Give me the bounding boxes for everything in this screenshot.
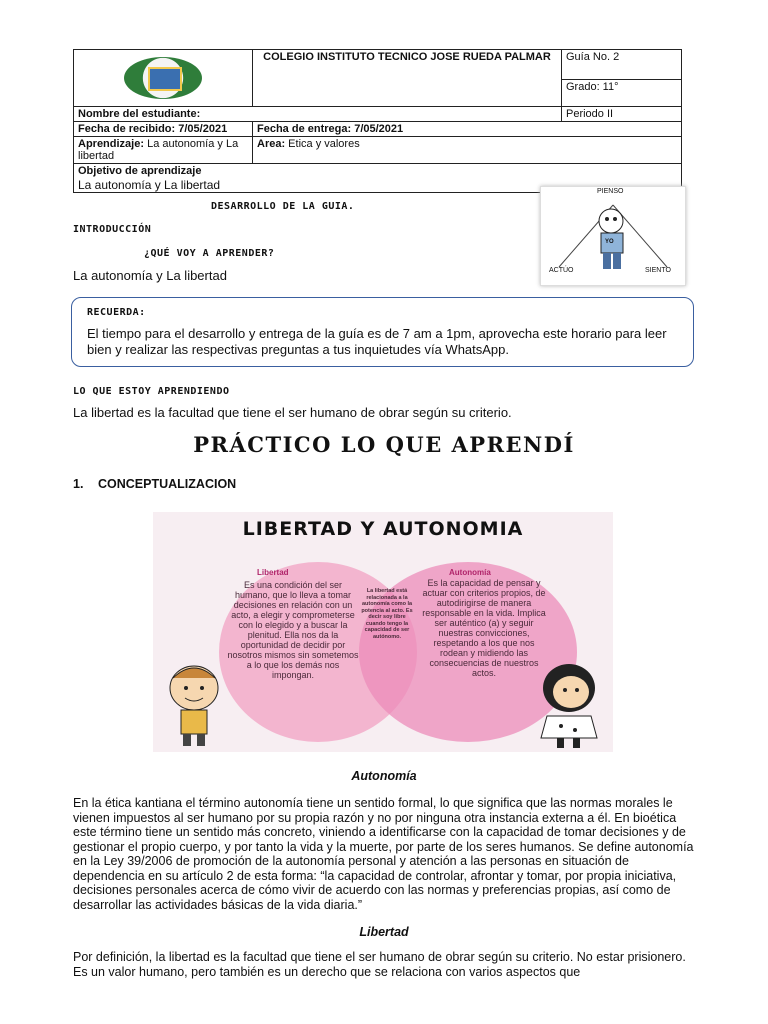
area-label: Area: [257,138,286,150]
autonomia-paragraph: En la ética kantiana el término autonomía tiene un sentido formal, lo que significa que las normas morales le vienen impuestos al ser humano por su propia razón y no por ninguna otra instancia externa a él. En bioética este término tiene un sentido más concreto, viniendo a identificarse con la capacidad de tomar decisiones y de gestionar el propio cuerpo, y por tanto la vida y la muerte, por parte de los seres humanos. Se define autonomía en la Ley 39/2006 de promoción de la autonomía personal y atención a las personas en situación de dependencia en su artículo 2 de esta forma: “la capacidad de controlar, afrontar y tomar, por propia iniciativa, decisiones personales acerca de cómo vivir de acuerdo con las normas y preferencias propias, así como de desarrollar las actividades básicas de la vida diaria.” [73,796,694,912]
que-voy-heading: ¿QUÉ VOY A APRENDER? [144,248,275,259]
libertad-circle-heading: Libertad [257,568,289,577]
autonomia-title: Autonomía [351,769,417,783]
area-value: Etica y valores [285,138,360,150]
school-logo-icon [124,57,202,99]
school-name: COLEGIO INSTITUTO TECNICO JOSE RUEDA PALMAR [253,50,562,107]
libertad-autonomia-infographic [153,512,613,752]
conceptualizacion-heading: CONCEPTUALIZACION [98,477,237,491]
pienso-siento-actuo-image [540,186,686,286]
guia-number: Guía No. 2 [562,50,682,80]
aprendizaje-value: La autonomía y La libertad [78,138,239,162]
autonomia-circle-heading: Autonomía [449,568,491,577]
yo-label: YO [605,239,614,245]
venn-title: LIBERTAD Y AUTONOMIA [242,518,524,540]
autonomia-circle-text: Es la capacidad de pensar y actuar con criterios propios, de autodirigirse de manera responsable en la vida. Implica ser auténtico (a) y seguir nuestras convicciones, respetando a los que nos rodean y midiendo las consecuencias de nuestros actos. [422,578,546,678]
fecha-entrega: Fecha de entrega: 7/05/2021 [253,122,682,137]
intersection-text: La libertad está relacionada a la autonomía como la potencia al acto. Es decir soy libre cuando tengo la capacidad de ser autónomo. [361,588,413,640]
recuerda-text: El tiempo para el desarrollo y entrega de la guía es de 7 am a 1pm, aprovecha este horario para leer bien y realizar las respectivas preguntas a tus inquietudes vía WhatsApp. [87,326,667,357]
siento-label: SIENTO [645,267,671,274]
student-name-label: Nombre del estudiante: [74,107,562,122]
actuo-label: ACTÚO [549,267,574,274]
libertad-paragraph: Por definición, la libertad es la facultad que tiene el ser humano de obrar según su criterio. No estar prisionero. Es un valor humano, pero también es un derecho que se relaciona con varios aspectos que [73,950,686,979]
objetivo-label: Objetivo de aprendizaje [78,165,202,177]
introduccion-heading: INTRODUCCIÓN [73,224,152,235]
recuerda-box [71,297,694,367]
recuerda-title: RECUERDA: [87,307,146,318]
periodo: Periodo II [562,107,682,122]
libertad-circle-text: Es una condición del ser humano, que lo lleva a tomar decisiones en relación con un acto, a elegir y comprometerse con lo elegido y a buscar la plenitud. Ella nos da la oportunidad de decidir por nosotros mismos sin sometemos a lo que los demás nos impongan. [227,580,359,680]
objetivo-value: La autonomía y La libertad [78,178,221,192]
logo-cell [74,50,253,107]
libertad-title: Libertad [359,925,409,939]
intro-text: La autonomía y La libertad [73,268,227,283]
fecha-recibido: Fecha de recibido: 7/05/2021 [74,122,253,137]
desarrollo-heading: DESARROLLO DE LA GUIA. [211,201,355,212]
practico-heading: PRÁCTICO LO QUE APRENDÍ [193,432,575,457]
lo-que-estoy-heading: LO QUE ESTOY APRENDIENDO [73,386,230,397]
area-cell [253,137,682,164]
grado: Grado: 11° [562,79,682,106]
aprendizaje-cell [74,137,253,164]
aprendizaje-label: Aprendizaje: [78,138,145,150]
pienso-label: PIENSO [597,188,624,195]
mafalda-character-icon [531,660,607,750]
manolito-character-icon [161,662,227,748]
conceptualizacion-number: 1. [73,477,84,491]
header-table [73,49,682,193]
libertad-definition: La libertad es la facultad que tiene el ser humano de obrar según su criterio. [73,405,512,420]
